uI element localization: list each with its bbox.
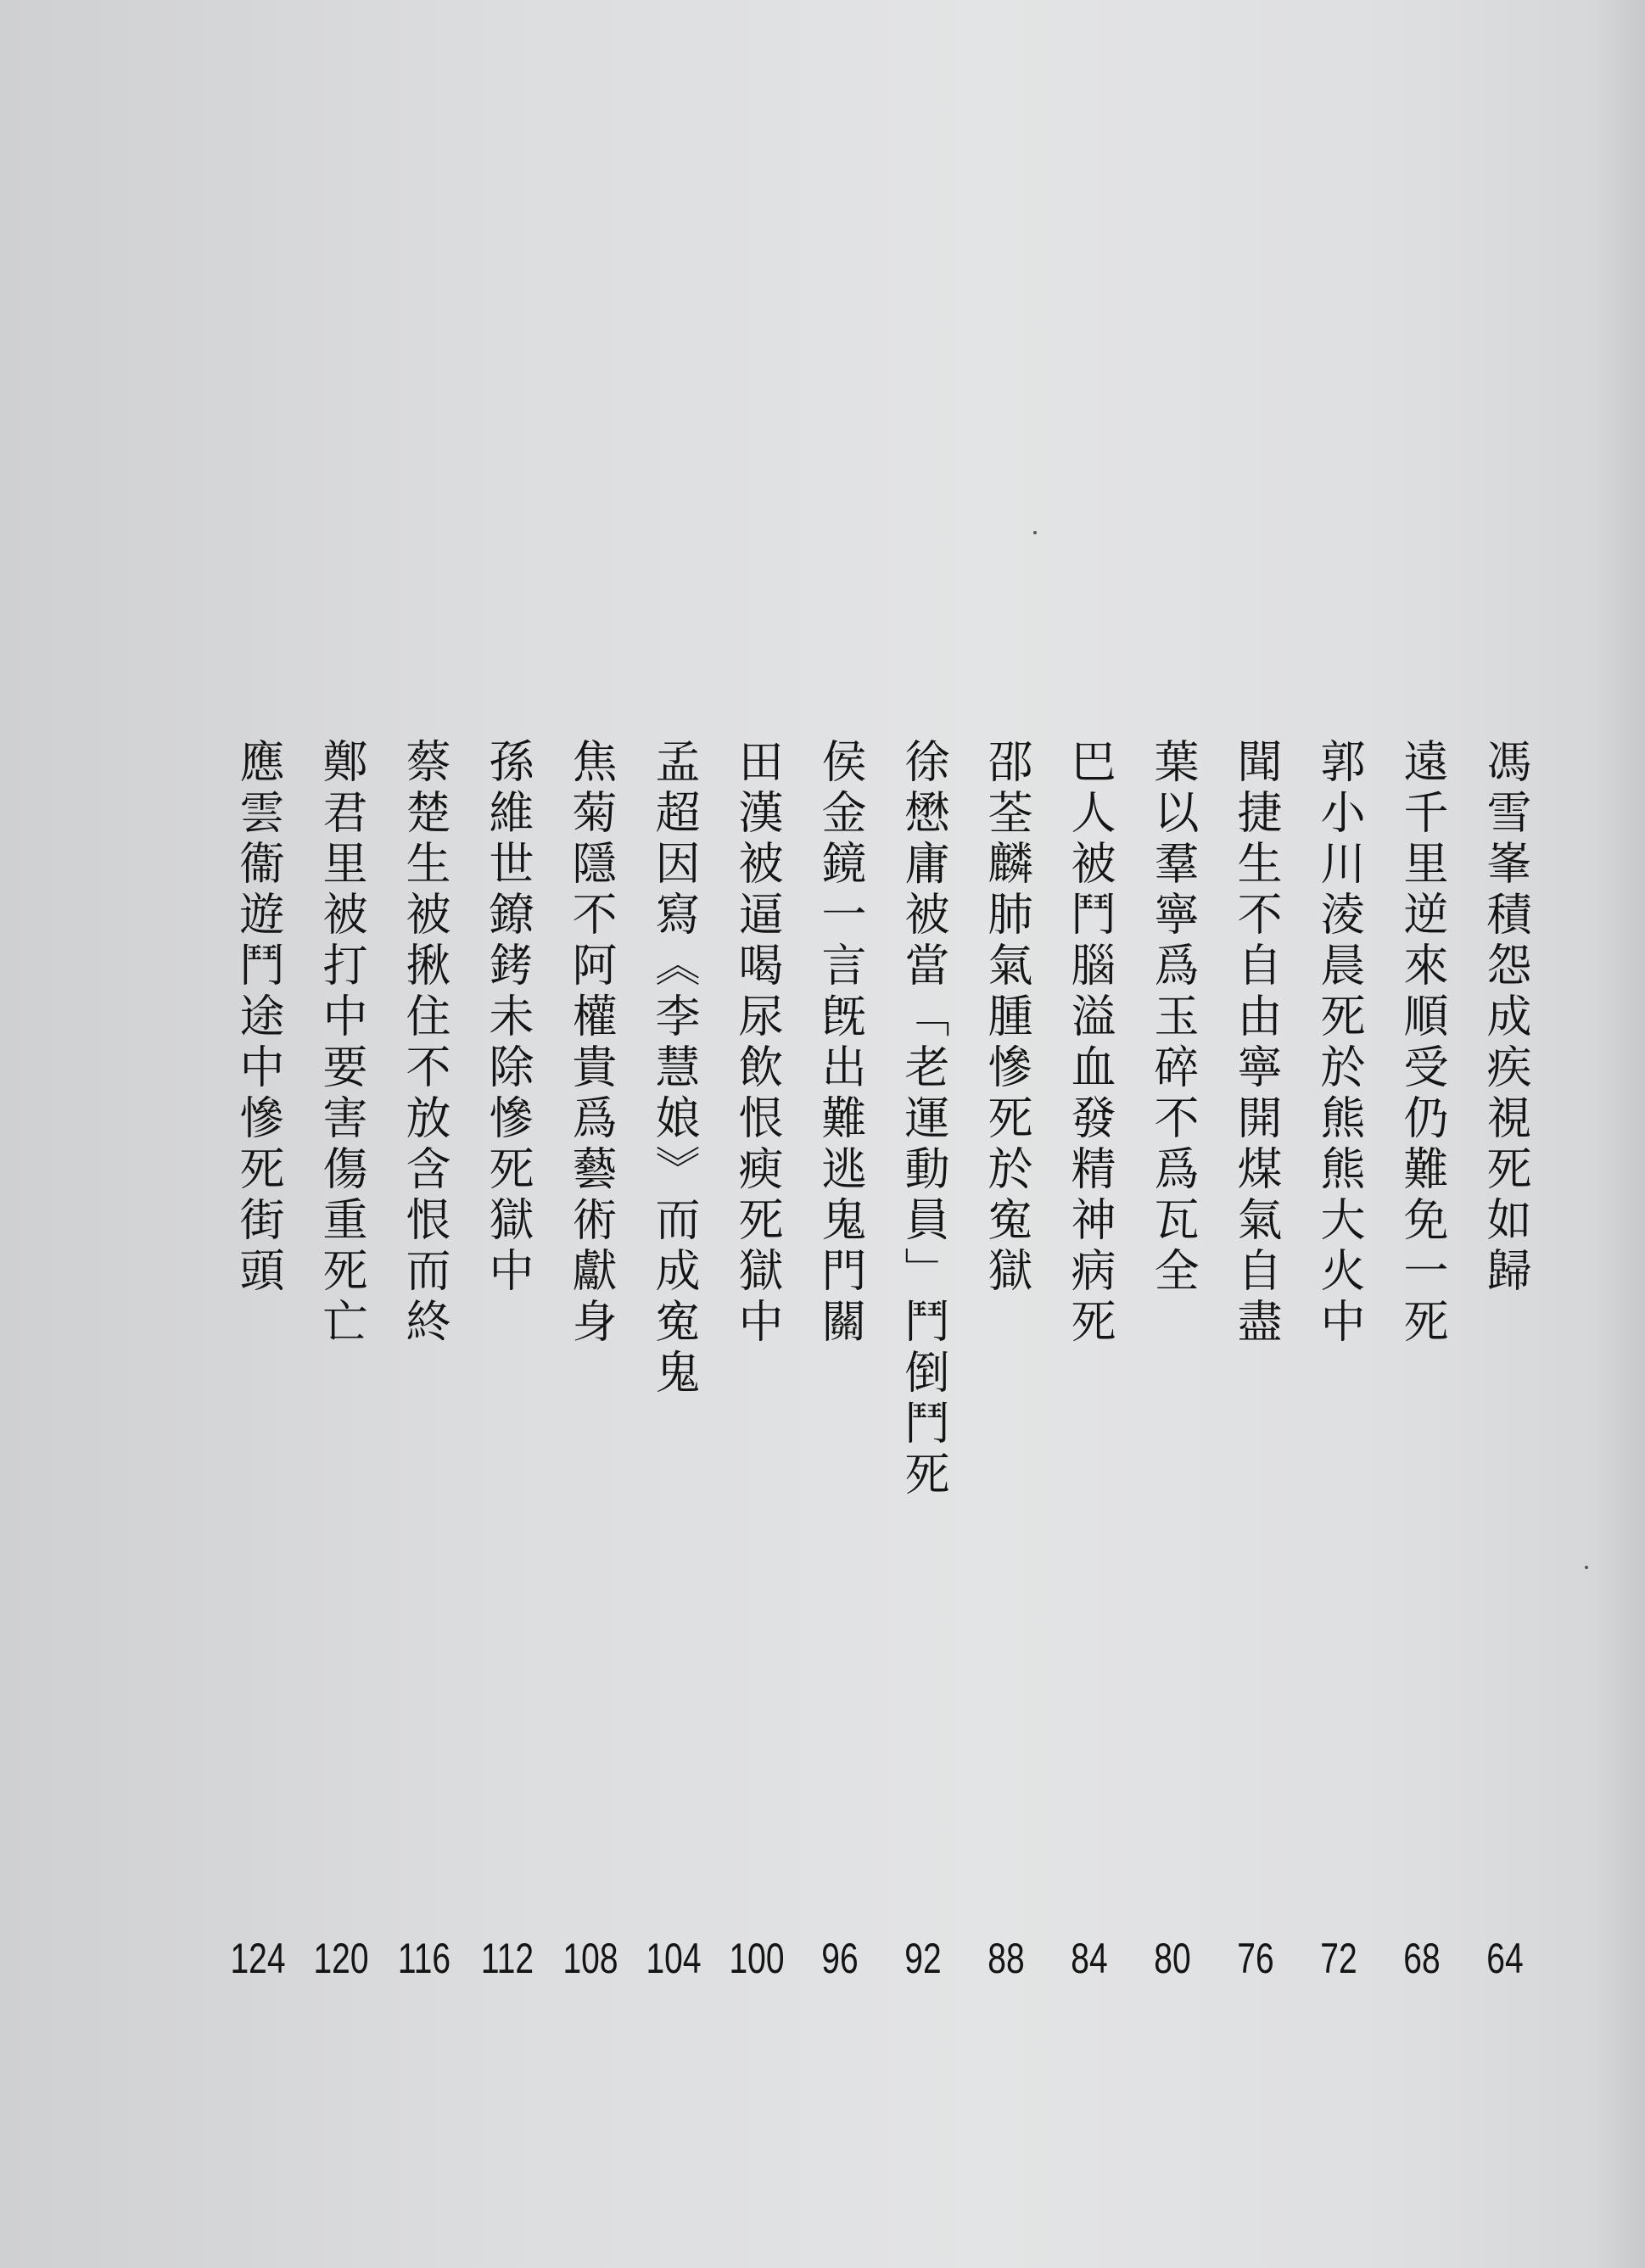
toc-entry [1388,738,1456,1982]
toc-entry-page-number: 120 [313,1935,369,1982]
toc-entry-title: 巴人被鬥腦溢血發精神病死 [1064,738,1116,1349]
toc-entry-title: 徐懋庸被當「老運動員」鬥倒鬥死 [898,738,949,1501]
toc-entry-title: 焦菊隱不阿權貴爲藝術獻身 [565,738,617,1349]
toc-entry-title: 田漢被逼喝尿飲恨瘐死獄中 [731,738,783,1349]
toc-entry [307,738,375,1982]
toc-entry [224,738,292,1982]
toc-entry-title: 蔡楚生被揪住不放含恨而終 [399,738,450,1349]
toc-entry [1471,738,1539,1982]
toc-entry [889,738,957,1982]
toc-entry [1055,738,1123,1982]
toc-entry [390,738,458,1982]
paper-speck [1033,531,1037,534]
toc-entry-title: 孟超因寫《李慧娘》而成寃鬼 [648,738,700,1399]
toc-entry-page-number: 68 [1403,1935,1441,1982]
toc-entry-page-number: 100 [729,1935,785,1982]
toc-entry-title: 馮雪峯積怨成疾視死如歸 [1480,738,1531,1298]
toc-entry-title: 遠千里逆來順受仍難免一死 [1396,738,1448,1349]
toc-entry-page-number: 104 [646,1935,702,1982]
toc-entry-page-number: 108 [562,1935,618,1982]
toc-entry [557,738,624,1982]
toc-entry [1222,738,1290,1982]
paper-speck [1585,1566,1588,1569]
toc-entry-page-number: 80 [1154,1935,1191,1982]
toc-entry-title: 郭小川淩晨死於熊熊大火中 [1313,738,1365,1349]
toc-entry [1305,738,1373,1982]
toc-entry-page-number: 124 [230,1935,286,1982]
toc-entry-page-number: 84 [1071,1935,1108,1982]
toc-entry [473,738,541,1982]
toc-entry-title: 邵荃麟肺氣腫慘死於寃獄 [981,738,1032,1298]
toc-entry-page-number: 64 [1486,1935,1524,1982]
toc-entry-page-number: 112 [480,1935,534,1982]
toc-entry [640,738,708,1982]
toc-entry [806,738,874,1982]
toc-entry-page-number: 88 [988,1935,1025,1982]
toc-entry-title: 鄭君里被打中要害傷重死亡 [316,738,367,1349]
toc-entry-page-number: 92 [904,1935,942,1982]
toc-entry [972,738,1040,1982]
toc-entry-title: 應雲衞遊鬥途中慘死街頭 [232,738,284,1298]
toc-entry-page-number: 72 [1320,1935,1357,1982]
toc-entry-title: 侯金鏡一言旣出難逃鬼門關 [814,738,866,1349]
toc-entry-title: 孫維世鐐銬未除慘死獄中 [482,738,534,1298]
toc-entry-page-number: 76 [1237,1935,1274,1982]
toc-entry [1139,738,1206,1982]
toc-entry-title: 聞捷生不自由寧開煤氣自盡 [1230,738,1282,1349]
toc-entry-title: 葉以羣寧爲玉碎不爲瓦全 [1147,738,1199,1298]
toc-entry-page-number: 96 [821,1935,859,1982]
toc-entry [723,738,791,1982]
toc-entry-page-number: 116 [397,1935,451,1982]
